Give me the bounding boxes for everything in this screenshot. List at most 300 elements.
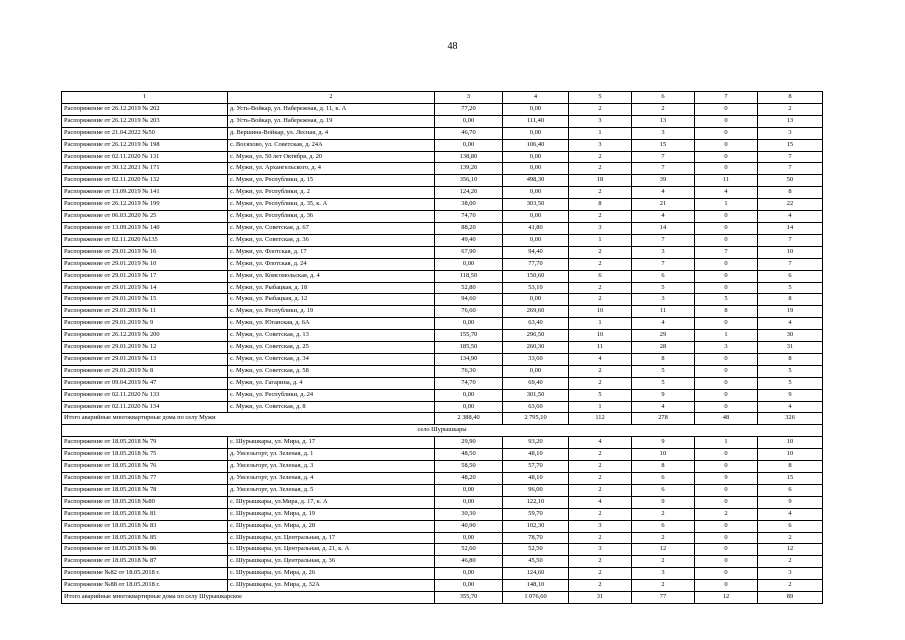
area-a-cell: 52,60: [435, 544, 503, 556]
count-total-cell: 4: [758, 401, 823, 413]
count-b-cell: 4: [632, 401, 695, 413]
count-b-cell: 7: [632, 163, 695, 175]
count-total-cell: 5: [758, 377, 823, 389]
table-row: [62, 103, 823, 115]
table-row: [62, 151, 823, 163]
count-total-cell: 2: [758, 532, 823, 544]
table-row: [62, 282, 823, 294]
area-a-cell: 139,20: [435, 163, 503, 175]
count-a-cell: 10: [569, 330, 632, 342]
area-a-cell: 74,70: [435, 211, 503, 223]
count-b-cell: 14: [632, 222, 695, 234]
count-a-cell: 10: [569, 306, 632, 318]
address-cell: с. Мужи, ул. Республики, д. 15: [228, 175, 435, 187]
address-cell: с. Мужи, ул. Советская, д. 67: [228, 222, 435, 234]
area-b-cell: 96,00: [503, 484, 569, 496]
area-a-cell: 0,00: [435, 484, 503, 496]
order-cell: Распоряжение от 02.11.2020 № 133: [62, 389, 228, 401]
order-cell: Распоряжение от 18.05.2018 №80: [62, 496, 228, 508]
area-b-cell: 57,70: [503, 461, 569, 473]
area-b-cell: 148,10: [503, 580, 569, 592]
count-b-cell: 6: [632, 473, 695, 485]
address-cell: д. Уисельгорт, ул. Зеленая, д. 5: [228, 484, 435, 496]
address-cell: с. Мужи, ул. 50 лет Октября, д. 20: [228, 151, 435, 163]
count-a-cell: 2: [569, 294, 632, 306]
address-cell: д. Уисельгорт, ул. Зеленая, д. 1: [228, 449, 435, 461]
count-c-cell: 0: [695, 151, 758, 163]
count-c-cell: 11: [695, 175, 758, 187]
table-row: [62, 115, 823, 127]
address-cell: с. Мужи, ул. Советская, д. 36: [228, 234, 435, 246]
count-c-cell: 0: [695, 222, 758, 234]
table-row: [62, 246, 823, 258]
count-a-cell: 2: [569, 484, 632, 496]
total-value: 355,70: [435, 592, 503, 604]
area-b-cell: 59,70: [503, 508, 569, 520]
address-cell: с. Шурышкары, ул. Центральная, д. 36: [228, 556, 435, 568]
order-cell: Распоряжение от 18.05.2018 № 79: [62, 437, 228, 449]
area-b-cell: 78,70: [503, 532, 569, 544]
area-a-cell: 74,70: [435, 377, 503, 389]
area-b-cell: 296,50: [503, 330, 569, 342]
table-row: [62, 175, 823, 187]
area-a-cell: 76,60: [435, 306, 503, 318]
count-c-cell: 0: [695, 365, 758, 377]
count-total-cell: 6: [758, 484, 823, 496]
table-row: [62, 389, 823, 401]
total-row: [62, 592, 823, 604]
count-c-cell: 0: [695, 115, 758, 127]
address-cell: с. Мужи, ул. Юганская, д. 6А: [228, 318, 435, 330]
count-total-cell: 7: [758, 151, 823, 163]
section-title: село Шурышкары: [62, 425, 823, 437]
count-total-cell: 15: [758, 473, 823, 485]
count-c-cell: 0: [695, 496, 758, 508]
count-a-cell: 3: [569, 222, 632, 234]
count-a-cell: 2: [569, 568, 632, 580]
address-cell: д. Вершина-Войкар, ул. Лесная, д. 4: [228, 127, 435, 139]
count-b-cell: 6: [632, 520, 695, 532]
count-c-cell: 0: [695, 163, 758, 175]
count-a-cell: 2: [569, 377, 632, 389]
total-value: 1 076,60: [503, 592, 569, 604]
order-cell: Распоряжение от 29.01.2019 № 16: [62, 246, 228, 258]
section-row: [62, 425, 823, 437]
count-total-cell: 4: [758, 211, 823, 223]
table-row: [62, 199, 823, 211]
address-cell: с. Мужи, ул. Республики, д. 35, к. А: [228, 199, 435, 211]
count-a-cell: 2: [569, 532, 632, 544]
count-a-cell: 6: [569, 270, 632, 282]
order-cell: Распоряжение от 02.11.2020 №135: [62, 234, 228, 246]
area-a-cell: 134,90: [435, 353, 503, 365]
count-total-cell: 13: [758, 115, 823, 127]
order-cell: Распоряжение от 26.12.2019 № 200: [62, 330, 228, 342]
count-total-cell: 2: [758, 103, 823, 115]
count-b-cell: 2: [632, 556, 695, 568]
register-table-body: [62, 92, 823, 604]
address-cell: с. Шурышкары, ул. Центральная, д. 21, к. А: [228, 544, 435, 556]
count-b-cell: 4: [632, 187, 695, 199]
order-cell: Распоряжение от 29.01.2019 № 9: [62, 318, 228, 330]
order-cell: Распоряжение от 29.01.2019 № 13: [62, 353, 228, 365]
area-b-cell: 0,00: [503, 187, 569, 199]
area-a-cell: 52,80: [435, 282, 503, 294]
count-total-cell: 2: [758, 556, 823, 568]
order-cell: Распоряжение от 13.09.2019 № 140: [62, 222, 228, 234]
area-b-cell: 301,50: [503, 389, 569, 401]
order-cell: Распоряжение от 26.12.2019 № 203: [62, 115, 228, 127]
area-a-cell: 155,70: [435, 330, 503, 342]
area-b-cell: 48,10: [503, 449, 569, 461]
count-c-cell: 0: [695, 127, 758, 139]
count-b-cell: 3: [632, 246, 695, 258]
table-row: [62, 461, 823, 473]
order-cell: Распоряжение от 29.01.2019 № 8: [62, 365, 228, 377]
area-a-cell: 46,80: [435, 556, 503, 568]
count-b-cell: 39: [632, 175, 695, 187]
area-a-cell: 48,50: [435, 449, 503, 461]
column-number: 3: [435, 92, 503, 104]
area-a-cell: 356,10: [435, 175, 503, 187]
page-number: 48: [447, 41, 458, 52]
count-c-cell: 1: [695, 199, 758, 211]
count-b-cell: 10: [632, 449, 695, 461]
count-a-cell: 2: [569, 258, 632, 270]
area-a-cell: 0,00: [435, 401, 503, 413]
area-a-cell: 0,00: [435, 115, 503, 127]
table-row: [62, 520, 823, 532]
address-cell: с. Мужи, ул. Республики, д. 2: [228, 187, 435, 199]
count-a-cell: 2: [569, 211, 632, 223]
total-label: Итого аварийные многоквартирные дома по селу Мужи: [62, 413, 435, 425]
address-cell: с. Шурышкары, ул. Мира, д. 28: [228, 520, 435, 532]
count-a-cell: 3: [569, 544, 632, 556]
area-a-cell: 94,60: [435, 294, 503, 306]
count-total-cell: 8: [758, 353, 823, 365]
order-cell: Распоряжение от 02.11.2020 № 132: [62, 175, 228, 187]
area-b-cell: 0,00: [503, 234, 569, 246]
area-a-cell: 77,20: [435, 103, 503, 115]
area-b-cell: 122,10: [503, 496, 569, 508]
table-row: [62, 318, 823, 330]
total-value: 2 795,10: [503, 413, 569, 425]
area-a-cell: 138,80: [435, 151, 503, 163]
count-total-cell: 3: [758, 568, 823, 580]
area-a-cell: 0,00: [435, 568, 503, 580]
count-total-cell: 7: [758, 234, 823, 246]
area-b-cell: 63,40: [503, 318, 569, 330]
table-row: [62, 222, 823, 234]
area-b-cell: 69,40: [503, 377, 569, 389]
count-b-cell: 6: [632, 270, 695, 282]
table-row: [62, 163, 823, 175]
count-total-cell: 7: [758, 163, 823, 175]
area-b-cell: 0,00: [503, 365, 569, 377]
table-row: [62, 484, 823, 496]
count-a-cell: 3: [569, 115, 632, 127]
total-value: 77: [632, 592, 695, 604]
table-row: [62, 580, 823, 592]
count-total-cell: 22: [758, 199, 823, 211]
area-b-cell: 48,10: [503, 473, 569, 485]
count-b-cell: 2: [632, 103, 695, 115]
count-total-cell: 7: [758, 258, 823, 270]
order-cell: Распоряжение от 26.12.2019 № 199: [62, 199, 228, 211]
total-label: Итого аварийные многоквартирные дома по селу Шурышкарское: [62, 592, 435, 604]
count-b-cell: 28: [632, 342, 695, 354]
count-b-cell: 3: [632, 127, 695, 139]
count-a-cell: 4: [569, 437, 632, 449]
order-cell: Распоряжение от 18.05.2018 № 85: [62, 532, 228, 544]
count-b-cell: 5: [632, 377, 695, 389]
order-cell: Распоряжение от 02.11.2020 № 131: [62, 151, 228, 163]
address-cell: д. Уисельгорт, ул. Зеленая, д. 3: [228, 461, 435, 473]
area-a-cell: 30,30: [435, 508, 503, 520]
count-a-cell: 18: [569, 175, 632, 187]
count-total-cell: 3: [758, 127, 823, 139]
count-a-cell: 5: [569, 389, 632, 401]
address-cell: с. Мужи, ул. Флотская, д. 17: [228, 246, 435, 258]
count-c-cell: 1: [695, 437, 758, 449]
area-b-cell: 111,40: [503, 115, 569, 127]
column-number: 2: [228, 92, 435, 104]
area-a-cell: 0,00: [435, 496, 503, 508]
count-b-cell: 2: [632, 508, 695, 520]
count-c-cell: 0: [695, 377, 758, 389]
table-row: [62, 270, 823, 282]
order-cell: Распоряжение от 18.05.2018 № 77: [62, 473, 228, 485]
total-row: [62, 413, 823, 425]
order-cell: Распоряжение от 18.05.2018 № 87: [62, 556, 228, 568]
count-c-cell: 0: [695, 544, 758, 556]
address-cell: с. Шурышкары, ул. Мира, д. 32А: [228, 580, 435, 592]
count-a-cell: 4: [569, 496, 632, 508]
address-cell: с. Мужи, ул. Советская, д. 25: [228, 342, 435, 354]
order-cell: Распоряжение №88 от 18.05.2018 г.: [62, 580, 228, 592]
total-value: 48: [695, 413, 758, 425]
order-cell: Распоряжение от 29.01.2019 № 15: [62, 294, 228, 306]
area-b-cell: 269,60: [503, 306, 569, 318]
count-c-cell: 0: [695, 258, 758, 270]
order-cell: Распоряжение от 30.12.2021 № 171: [62, 163, 228, 175]
column-number: 7: [695, 92, 758, 104]
area-a-cell: 118,50: [435, 270, 503, 282]
column-number: 1: [62, 92, 228, 104]
count-b-cell: 11: [632, 306, 695, 318]
count-b-cell: 7: [632, 258, 695, 270]
area-a-cell: 0,00: [435, 580, 503, 592]
count-total-cell: 31: [758, 342, 823, 354]
order-cell: Распоряжение от 26.12.2019 № 202: [62, 103, 228, 115]
area-b-cell: 41,80: [503, 222, 569, 234]
table-row: [62, 342, 823, 354]
count-a-cell: 3: [569, 139, 632, 151]
area-a-cell: 76,30: [435, 365, 503, 377]
count-b-cell: 9: [632, 496, 695, 508]
address-cell: с. Мужи, ул. Рыбацкая, д. 12: [228, 294, 435, 306]
count-a-cell: 2: [569, 449, 632, 461]
area-a-cell: 29,90: [435, 437, 503, 449]
count-c-cell: 2: [695, 508, 758, 520]
address-cell: с. Мужи, ул. Советская, д. 34: [228, 353, 435, 365]
count-b-cell: 2: [632, 580, 695, 592]
count-c-cell: 0: [695, 580, 758, 592]
count-c-cell: 0: [695, 234, 758, 246]
order-cell: Распоряжение от 18.05.2018 № 86: [62, 544, 228, 556]
count-c-cell: 0: [695, 532, 758, 544]
count-total-cell: 2: [758, 580, 823, 592]
order-cell: Распоряжение от 18.05.2018 № 81: [62, 508, 228, 520]
count-a-cell: 1: [569, 318, 632, 330]
count-c-cell: 0: [695, 568, 758, 580]
column-number: 4: [503, 92, 569, 104]
count-b-cell: 15: [632, 139, 695, 151]
count-total-cell: 5: [758, 365, 823, 377]
order-cell: Распоряжение от 09.04.2019 № 47: [62, 377, 228, 389]
count-c-cell: 0: [695, 401, 758, 413]
address-cell: с. Мужи, ул. Республики, д. 24: [228, 389, 435, 401]
order-cell: Распоряжение от 29.01.2019 № 14: [62, 282, 228, 294]
area-b-cell: 33,60: [503, 353, 569, 365]
area-b-cell: 0,00: [503, 163, 569, 175]
area-a-cell: 0,00: [435, 258, 503, 270]
count-total-cell: 9: [758, 496, 823, 508]
count-a-cell: 2: [569, 103, 632, 115]
column-number: 5: [569, 92, 632, 104]
area-a-cell: 88,20: [435, 222, 503, 234]
count-c-cell: 0: [695, 282, 758, 294]
count-c-cell: 0: [695, 318, 758, 330]
table-row: [62, 127, 823, 139]
area-b-cell: 260,30: [503, 342, 569, 354]
area-b-cell: 150,60: [503, 270, 569, 282]
count-total-cell: 10: [758, 246, 823, 258]
order-cell: Распоряжение №82 от 18.05.2018 г.: [62, 568, 228, 580]
count-b-cell: 6: [632, 484, 695, 496]
count-b-cell: 8: [632, 461, 695, 473]
area-b-cell: 124,60: [503, 568, 569, 580]
count-a-cell: 2: [569, 246, 632, 258]
area-a-cell: 46,70: [435, 127, 503, 139]
area-a-cell: 48,20: [435, 473, 503, 485]
count-c-cell: 0: [695, 139, 758, 151]
address-cell: с. Мужи, ул. Флотская, д. 24: [228, 258, 435, 270]
address-cell: с. Мужи, ул. Республики, д. 36: [228, 211, 435, 223]
count-c-cell: 9: [695, 473, 758, 485]
area-a-cell: 40,90: [435, 520, 503, 532]
count-c-cell: 0: [695, 270, 758, 282]
count-c-cell: 8: [695, 306, 758, 318]
area-b-cell: 53,10: [503, 282, 569, 294]
table-row: [62, 473, 823, 485]
table-row: [62, 353, 823, 365]
count-a-cell: 2: [569, 580, 632, 592]
count-a-cell: 2: [569, 461, 632, 473]
count-a-cell: 2: [569, 556, 632, 568]
count-total-cell: 10: [758, 449, 823, 461]
count-c-cell: 0: [695, 103, 758, 115]
count-b-cell: 9: [632, 437, 695, 449]
area-b-cell: 52,50: [503, 544, 569, 556]
count-b-cell: 7: [632, 234, 695, 246]
order-cell: Распоряжение от 21.04.2022 №50: [62, 127, 228, 139]
count-total-cell: 6: [758, 270, 823, 282]
area-a-cell: 0,00: [435, 318, 503, 330]
area-b-cell: 303,50: [503, 199, 569, 211]
area-b-cell: 0,00: [503, 211, 569, 223]
address-cell: с. Мужи, ул. Советская, д. 8: [228, 401, 435, 413]
area-a-cell: 0,00: [435, 532, 503, 544]
count-b-cell: 12: [632, 544, 695, 556]
area-a-cell: 58,50: [435, 461, 503, 473]
count-total-cell: 6: [758, 520, 823, 532]
count-total-cell: 5: [758, 282, 823, 294]
count-b-cell: 7: [632, 151, 695, 163]
count-total-cell: 12: [758, 544, 823, 556]
count-c-cell: 5: [695, 294, 758, 306]
count-a-cell: 11: [569, 342, 632, 354]
table-row: [62, 139, 823, 151]
count-c-cell: 3: [695, 342, 758, 354]
count-total-cell: 50: [758, 175, 823, 187]
area-a-cell: 185,50: [435, 342, 503, 354]
count-a-cell: 3: [569, 520, 632, 532]
count-a-cell: 4: [569, 353, 632, 365]
order-cell: Распоряжение от 26.12.2019 № 198: [62, 139, 228, 151]
count-a-cell: 2: [569, 365, 632, 377]
count-total-cell: 14: [758, 222, 823, 234]
address-cell: с. Шурышкары, ул. Центральная, д. 17: [228, 532, 435, 544]
address-cell: д. Уисельгорт, ул. Зеленая, д. 4: [228, 473, 435, 485]
count-b-cell: 8: [632, 353, 695, 365]
table-row: [62, 306, 823, 318]
count-c-cell: 0: [695, 449, 758, 461]
count-a-cell: 1: [569, 401, 632, 413]
area-b-cell: 102,30: [503, 520, 569, 532]
total-value: 326: [758, 413, 823, 425]
count-total-cell: 8: [758, 187, 823, 199]
order-cell: Распоряжение от 13.09.2019 № 141: [62, 187, 228, 199]
order-cell: Распоряжение от 29.01.2019 № 17: [62, 270, 228, 282]
table-row: [62, 211, 823, 223]
order-cell: Распоряжение от 18.05.2018 № 83: [62, 520, 228, 532]
area-b-cell: 93,20: [503, 437, 569, 449]
table-row: [62, 401, 823, 413]
column-number: 6: [632, 92, 695, 104]
address-cell: с. Мужи, ул. Республики, д. 19: [228, 306, 435, 318]
address-cell: с. Шурышкары, ул. Мира, д. 26: [228, 568, 435, 580]
address-cell: с. Шурышкары, ул. Мира, д. 17: [228, 437, 435, 449]
column-number-row: [62, 92, 823, 104]
count-b-cell: 13: [632, 115, 695, 127]
area-a-cell: 0,00: [435, 389, 503, 401]
area-b-cell: 106,40: [503, 139, 569, 151]
order-cell: Распоряжение от 06.03.2020 № 25: [62, 211, 228, 223]
total-value: 278: [632, 413, 695, 425]
address-cell: с. Мужи, ул. Советская, д. 58: [228, 365, 435, 377]
order-cell: Распоряжение от 29.01.2019 № 12: [62, 342, 228, 354]
count-b-cell: 21: [632, 199, 695, 211]
total-value: 31: [569, 592, 632, 604]
area-a-cell: 38,00: [435, 199, 503, 211]
count-c-cell: 4: [695, 187, 758, 199]
address-cell: д. Усть-Войкар, ул. Набережная, д. 19: [228, 115, 435, 127]
address-cell: с. Шурышкары, ул.Мира, д. 17, к. А: [228, 496, 435, 508]
area-b-cell: 0,00: [503, 151, 569, 163]
count-c-cell: 1: [695, 330, 758, 342]
area-a-cell: 0,00: [435, 139, 503, 151]
